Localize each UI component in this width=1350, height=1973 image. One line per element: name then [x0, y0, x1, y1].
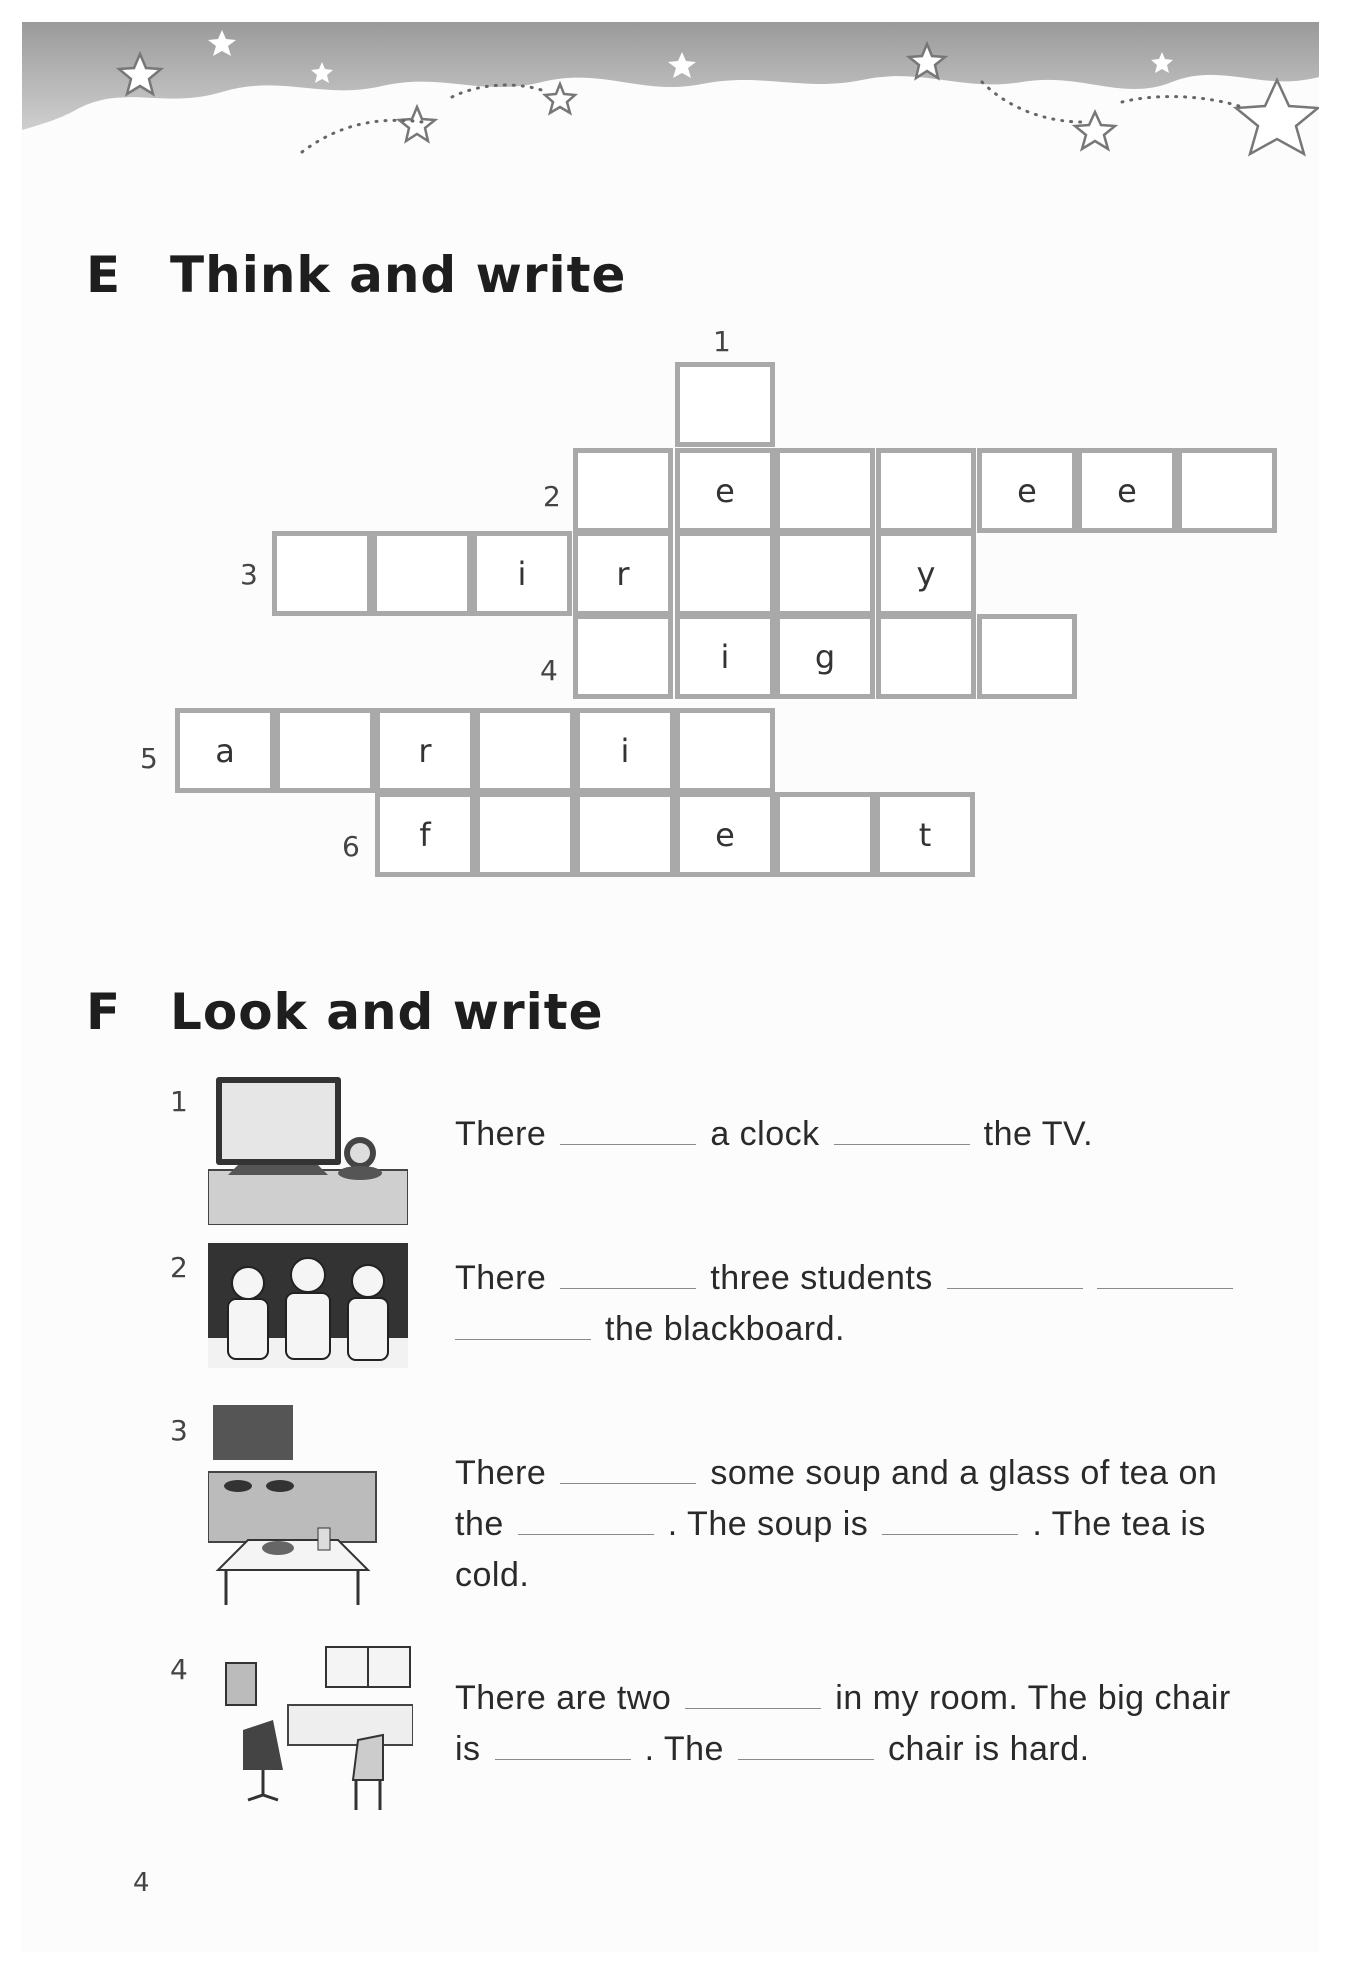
sentence-text: the blackboard.	[605, 1310, 845, 1348]
clue-number-2: 2	[543, 480, 561, 513]
crossword-cell[interactable]: i	[575, 708, 675, 793]
crossword-cell[interactable]: e	[675, 792, 775, 877]
crossword-cell[interactable]	[876, 448, 976, 533]
answer-blank[interactable]	[1097, 1284, 1233, 1289]
sentence-text: the	[455, 1505, 504, 1543]
exercise-line	[455, 1310, 845, 1349]
answer-blank[interactable]	[495, 1755, 631, 1760]
exercise-number: 2	[170, 1251, 188, 1284]
section-e-title: Think and write	[170, 246, 627, 304]
sentence-text: There are two	[455, 1679, 672, 1717]
clue-number-5: 5	[140, 742, 158, 775]
crossword-cell[interactable]	[675, 362, 775, 447]
sentence-text: three students	[710, 1259, 933, 1297]
star-banner-decoration	[22, 22, 1319, 182]
crossword-cell[interactable]: r	[375, 708, 475, 793]
sentence-text: cold.	[455, 1556, 530, 1594]
crossword-cell[interactable]	[573, 614, 673, 699]
crossword-cell[interactable]	[272, 531, 372, 616]
crossword-cell[interactable]	[775, 448, 875, 533]
crossword-cell[interactable]: t	[875, 792, 975, 877]
crossword-cell[interactable]: f	[375, 792, 475, 877]
answer-blank[interactable]	[560, 1479, 696, 1484]
room-chairs-picture	[208, 1645, 413, 1810]
answer-blank[interactable]	[455, 1335, 591, 1340]
crossword-cell[interactable]: g	[775, 614, 875, 699]
answer-blank[interactable]	[947, 1284, 1083, 1289]
crossword-cell[interactable]: y	[876, 531, 976, 616]
crossword-cell[interactable]	[575, 792, 675, 877]
exercise-line	[455, 1259, 1247, 1298]
exercise-line	[455, 1454, 1217, 1493]
exercise-number: 3	[170, 1414, 188, 1447]
exercise-line	[455, 1556, 529, 1595]
sentence-text: . The tea is	[1032, 1505, 1206, 1543]
crossword-cell[interactable]: r	[573, 531, 673, 616]
crossword-cell[interactable]: e	[675, 448, 775, 533]
answer-blank[interactable]	[518, 1530, 654, 1535]
answer-blank[interactable]	[560, 1140, 696, 1145]
kitchen-table-picture	[208, 1400, 378, 1605]
crossword-cell[interactable]	[475, 708, 575, 793]
answer-blank[interactable]	[560, 1284, 696, 1289]
crossword-cell[interactable]	[876, 614, 976, 699]
answer-blank[interactable]	[834, 1140, 970, 1145]
sentence-text: . The	[644, 1730, 724, 1768]
crossword-cell[interactable]: a	[175, 708, 275, 793]
sentence-text: There	[455, 1259, 547, 1297]
section-f-letter: F	[86, 983, 122, 1041]
clue-number-4: 4	[540, 654, 558, 687]
page-number: 4	[133, 1868, 150, 1898]
crossword-cell[interactable]	[275, 708, 375, 793]
sentence-text: . The soup is	[667, 1505, 869, 1543]
crossword-cell[interactable]	[1177, 448, 1277, 533]
sentence-text: is	[455, 1730, 481, 1768]
crossword-cell[interactable]	[775, 792, 875, 877]
exercise-line	[455, 1115, 1093, 1154]
crossword-cell[interactable]: e	[977, 448, 1077, 533]
crossword-cell[interactable]	[372, 531, 472, 616]
exercise-line	[455, 1679, 1231, 1718]
answer-blank[interactable]	[738, 1755, 874, 1760]
answer-blank[interactable]	[685, 1704, 821, 1709]
tv-clock-picture	[208, 1075, 408, 1225]
exercise-number: 4	[170, 1653, 188, 1686]
crossword-cell[interactable]: e	[1077, 448, 1177, 533]
crossword-cell[interactable]	[675, 531, 775, 616]
sentence-text: some soup and a glass of tea on	[710, 1454, 1218, 1492]
sentence-text: in my room. The big chair	[835, 1679, 1231, 1717]
section-f-title: Look and write	[170, 983, 604, 1041]
crossword-cell[interactable]: i	[472, 531, 572, 616]
sentence-text: There	[455, 1115, 547, 1153]
exercise-line	[455, 1730, 1090, 1769]
sentence-text: There	[455, 1454, 547, 1492]
crossword-cell[interactable]: i	[675, 614, 775, 699]
crossword-cell[interactable]	[977, 614, 1077, 699]
answer-blank[interactable]	[882, 1530, 1018, 1535]
crossword-cell[interactable]	[573, 448, 673, 533]
section-e-letter: E	[86, 246, 122, 304]
crossword-cell[interactable]	[775, 531, 875, 616]
crossword-cell[interactable]	[675, 708, 775, 793]
clue-number-6: 6	[342, 830, 360, 863]
clue-number-1: 1	[713, 325, 731, 358]
exercise-line	[455, 1505, 1206, 1544]
sentence-text: a clock	[710, 1115, 820, 1153]
crossword-cell[interactable]	[475, 792, 575, 877]
clue-number-3: 3	[240, 558, 258, 591]
sentence-text: chair is hard.	[887, 1730, 1090, 1768]
exercise-number: 1	[170, 1085, 188, 1118]
sentence-text: the TV.	[983, 1115, 1094, 1153]
students-blackboard-picture	[208, 1243, 408, 1368]
